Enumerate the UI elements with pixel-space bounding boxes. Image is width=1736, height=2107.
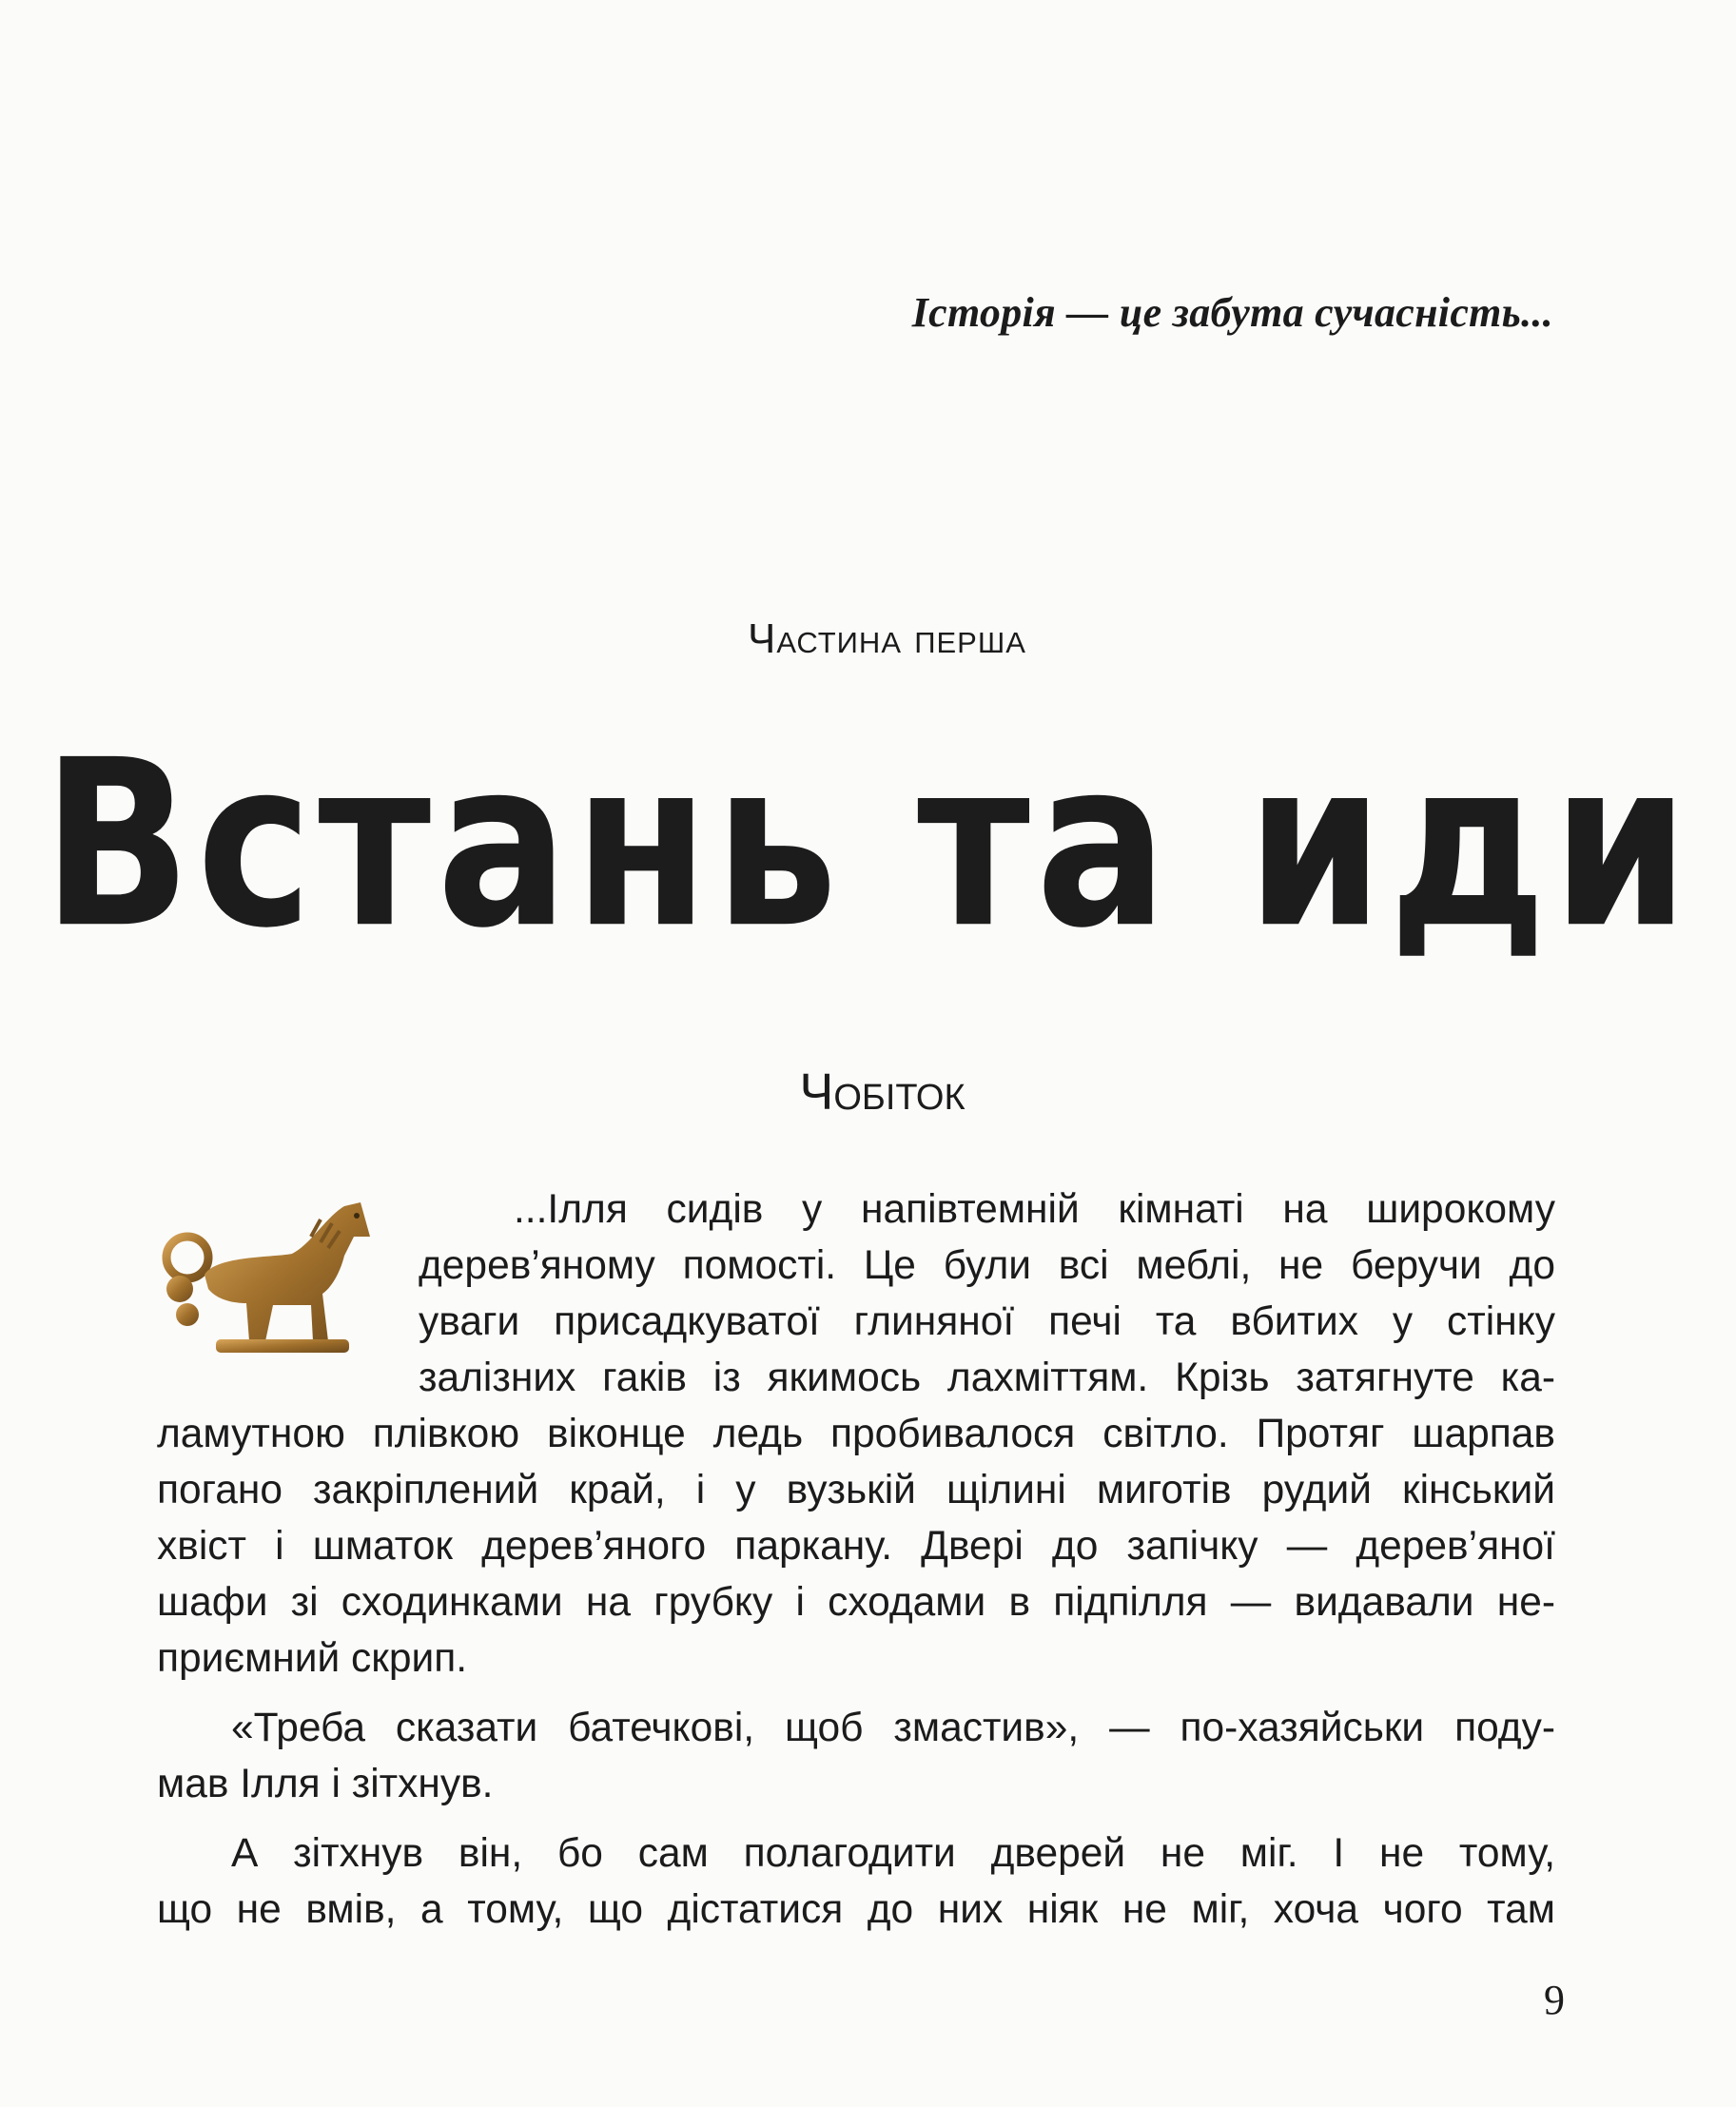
text-line: «Треба сказати батечкові, щоб змастив», — по-хазяйськи поду- — [231, 1706, 1555, 1750]
book-title-lettering — [42, 704, 1694, 1008]
paragraph — [157, 1700, 1555, 1812]
book-title-text: Встань та иди — [42, 710, 1694, 979]
text-line: шафи зі сходинками на грубку і сходами в підпілля — видавали не- — [157, 1580, 1555, 1625]
epigraph: Історія — це забута сучасність... — [911, 289, 1553, 336]
text-line: хвіст і шматок дерев’яного паркану. Двері до запічку — дерев’яної — [157, 1524, 1555, 1569]
part-label — [0, 615, 1736, 663]
text-line: залізних гаків із якимось лахміттям. Крізь затягнуте ка- — [419, 1356, 1555, 1400]
chapter-body — [157, 1181, 1555, 1938]
text-line: уваги присадкуватої глиняної печі та вбитих у стінку — [419, 1299, 1555, 1344]
part-label-text: Частина перша — [748, 615, 1026, 662]
chapter-title: Чобіток — [799, 1063, 966, 1121]
text-line: приємний скрип. — [157, 1636, 468, 1681]
text-line: мав Ілля і зітхнув. — [157, 1762, 494, 1806]
text-line: що не вмів, а тому, що дістатися до них ніяк не міг, хоча чого там — [157, 1887, 1555, 1932]
text-line: ...Ілля сидів у напівтемній кімнаті на широкому — [514, 1187, 1555, 1232]
text-line: ламутною плівкою віконце ледь пробивалося світло. Протяг шарпав — [157, 1412, 1555, 1456]
book-title — [0, 704, 1736, 1008]
paragraph — [157, 1825, 1555, 1938]
paragraph — [157, 1181, 1555, 1687]
text-line: А зітхнув він, бо сам полагодити дверей не міг. І не тому, — [231, 1831, 1555, 1876]
text-line: дерев’яному помості. Це були всі меблі, не беручи до — [419, 1243, 1555, 1288]
text-line: погано закріплений край, і у вузькій щілині миготів рудий кінський — [157, 1468, 1555, 1512]
page-number: 9 — [1544, 1977, 1565, 2023]
